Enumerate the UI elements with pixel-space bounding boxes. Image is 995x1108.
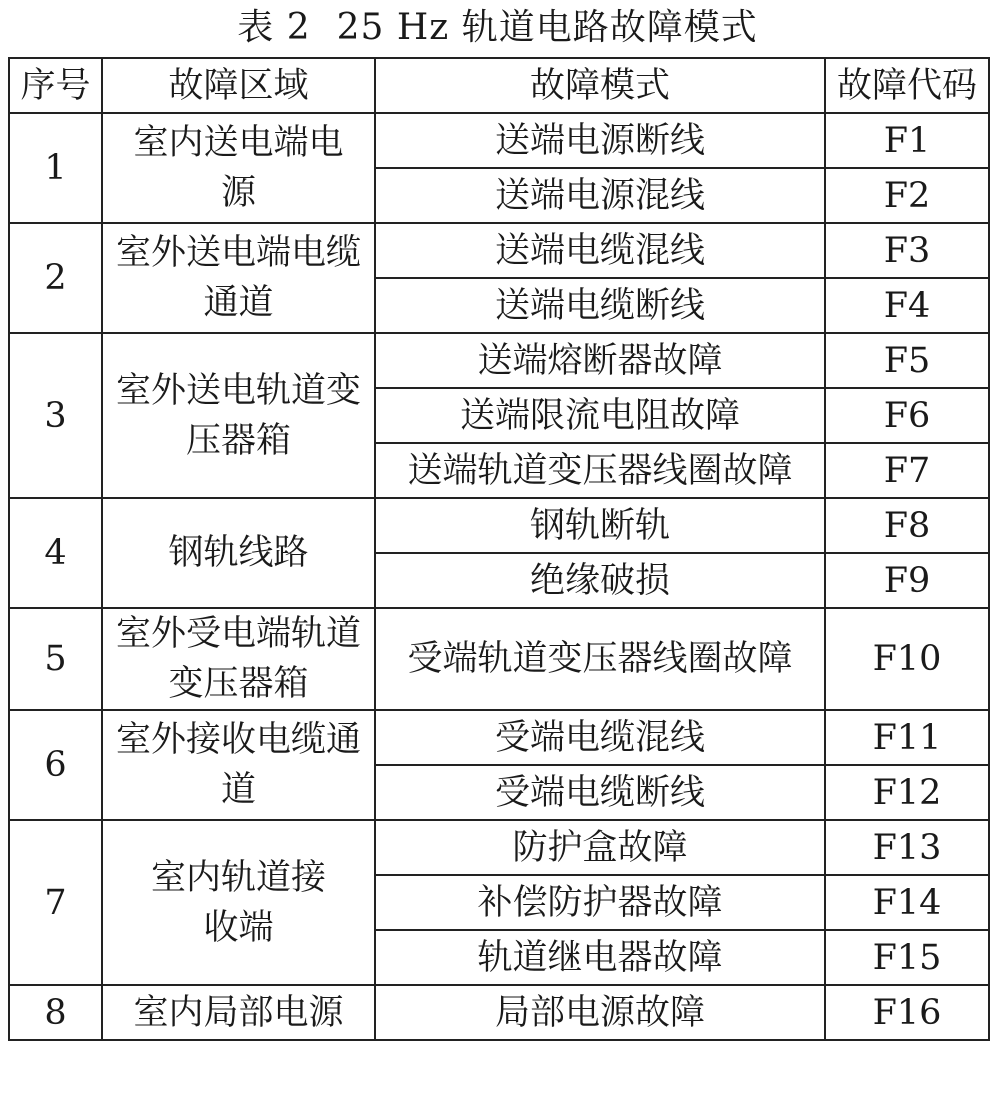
table-row xyxy=(9,820,989,875)
fault-mode-cell: 送端电缆混线 xyxy=(375,223,825,278)
fault-mode-cell: 绝缘破损 xyxy=(375,553,825,608)
fault-code-cell: F15 xyxy=(825,930,989,985)
table-row xyxy=(9,985,989,1040)
fault-area-text: 室外受电端轨道变压器箱 xyxy=(115,614,361,704)
fault-mode-cell: 送端轨道变压器线圈故障 xyxy=(375,443,825,498)
table-row xyxy=(9,333,989,388)
row-number-cell: 2 xyxy=(9,223,102,333)
header-mode: 故障模式 xyxy=(375,58,825,113)
fault-area-text: 室外送电端电缆通道 xyxy=(115,233,361,323)
row-number-cell: 3 xyxy=(9,333,102,498)
header-no: 序号 xyxy=(9,58,102,113)
table-row xyxy=(9,113,989,168)
fault-area-text: 室外送电轨道变压器箱 xyxy=(115,370,361,461)
fault-code-cell: F8 xyxy=(825,498,989,553)
fault-mode-cell: 钢轨断轨 xyxy=(375,498,825,553)
fault-mode-cell: 送端电缆断线 xyxy=(375,278,825,333)
fault-area-cell xyxy=(102,608,375,710)
caption-title: 25 Hz 轨道电路故障模式 xyxy=(336,7,758,48)
fault-area-cell xyxy=(102,498,375,608)
fault-mode-cell: 局部电源故障 xyxy=(375,985,825,1040)
row-number-cell: 7 xyxy=(9,820,102,985)
row-number-cell: 1 xyxy=(9,113,102,223)
fault-code-cell: F2 xyxy=(825,168,989,223)
fault-area-cell xyxy=(102,820,375,985)
caption-label: 表 2 xyxy=(237,7,311,48)
row-number-cell: 4 xyxy=(9,498,102,608)
fault-code-cell: F14 xyxy=(825,875,989,930)
fault-code-cell: F3 xyxy=(825,223,989,278)
row-number-cell: 5 xyxy=(9,608,102,710)
row-number-cell: 8 xyxy=(9,985,102,1040)
fault-mode-cell: 送端限流电阻故障 xyxy=(375,388,825,443)
fault-code-cell: F10 xyxy=(825,608,989,710)
fault-mode-cell: 送端熔断器故障 xyxy=(375,333,825,388)
fault-code-cell: F11 xyxy=(825,710,989,765)
header-row xyxy=(9,58,989,113)
header-code: 故障代码 xyxy=(825,58,989,113)
table-row xyxy=(9,498,989,553)
fault-area-cell xyxy=(102,710,375,820)
fault-area-cell xyxy=(102,113,375,223)
table-row xyxy=(9,710,989,765)
fault-mode-cell: 防护盒故障 xyxy=(375,820,825,875)
table-row xyxy=(9,223,989,278)
fault-code-cell: F7 xyxy=(825,443,989,498)
fault-mode-cell: 受端电缆断线 xyxy=(375,765,825,820)
fault-code-cell: F1 xyxy=(825,113,989,168)
header-area: 故障区域 xyxy=(102,58,375,113)
fault-mode-cell: 补偿防护器故障 xyxy=(375,875,825,930)
fault-area-text: 室内局部电源 xyxy=(133,992,344,1033)
fault-mode-cell: 受端轨道变压器线圈故障 xyxy=(375,608,825,710)
fault-code-cell: F12 xyxy=(825,765,989,820)
fault-mode-cell: 送端电源断线 xyxy=(375,113,825,168)
fault-area-text: 室内轨道接收端 xyxy=(150,857,326,948)
fault-area-text: 室内送电端电源 xyxy=(133,123,344,213)
fault-mode-table xyxy=(8,57,990,1041)
fault-area-cell xyxy=(102,223,375,333)
fault-mode-cell: 送端电源混线 xyxy=(375,168,825,223)
fault-code-cell: F4 xyxy=(825,278,989,333)
fault-code-cell: F13 xyxy=(825,820,989,875)
fault-area-cell xyxy=(102,333,375,498)
table-row xyxy=(9,608,989,710)
fault-code-cell: F9 xyxy=(825,553,989,608)
row-number-cell: 6 xyxy=(9,710,102,820)
fault-area-cell xyxy=(102,985,375,1040)
fault-code-cell: F6 xyxy=(825,388,989,443)
fault-code-cell: F5 xyxy=(825,333,989,388)
fault-area-text: 钢轨线路 xyxy=(168,533,309,573)
fault-code-cell: F16 xyxy=(825,985,989,1040)
fault-mode-cell: 受端电缆混线 xyxy=(375,710,825,765)
fault-mode-cell: 轨道继电器故障 xyxy=(375,930,825,985)
fault-area-text: 室外接收电缆通道 xyxy=(115,720,361,810)
table-caption xyxy=(0,2,995,54)
